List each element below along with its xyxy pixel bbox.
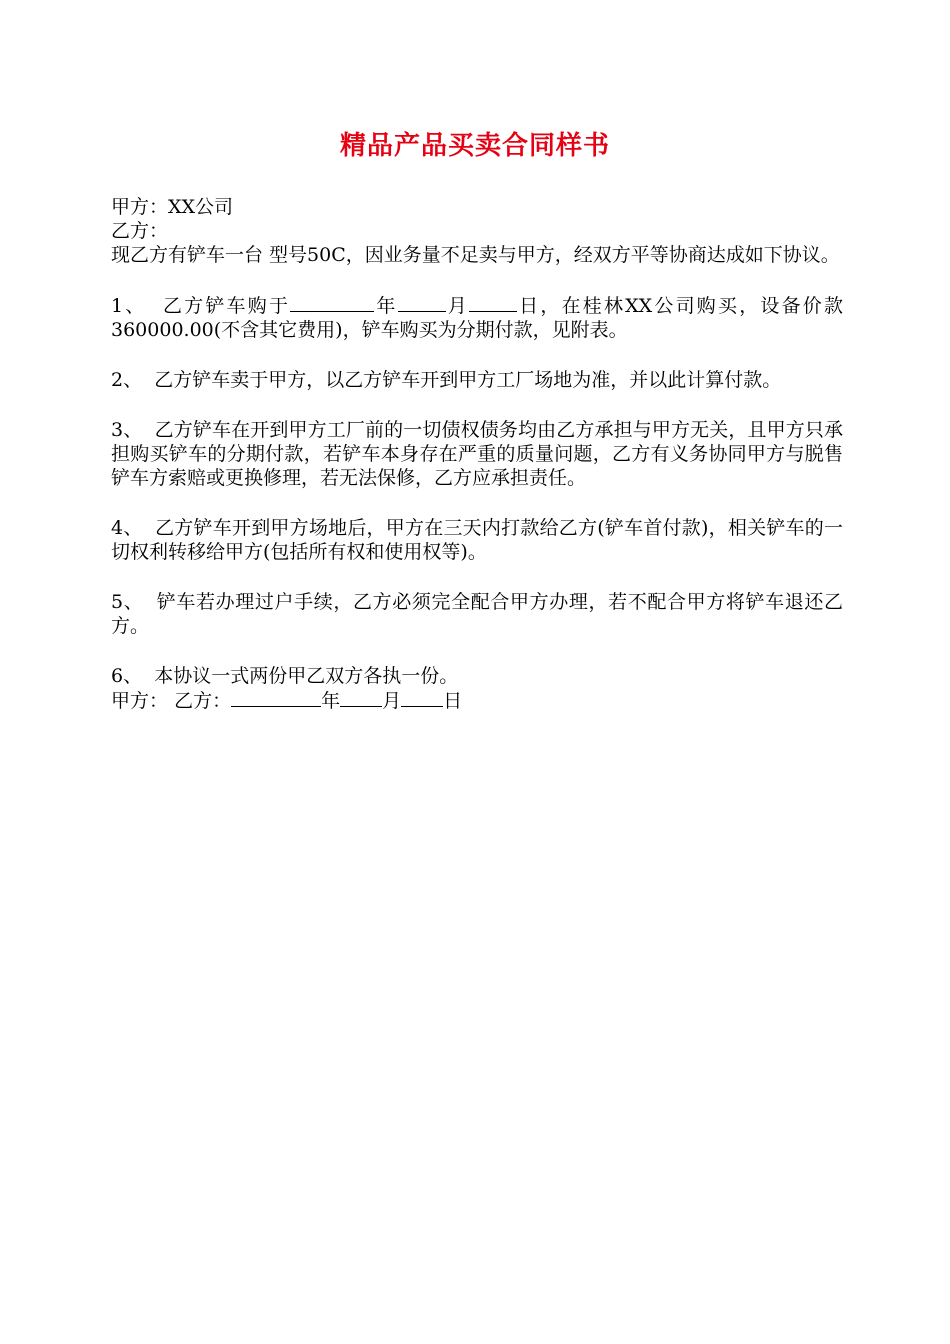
intro-paragraph: 现乙方有铲车一台 型号50C，因业务量不足卖与甲方，经双方平等协商达成如下协议。 (111, 244, 840, 266)
clause-number: 5、 (111, 591, 144, 613)
clause-4 (111, 516, 843, 564)
purchase-year-blank (290, 293, 374, 312)
day-label: 日 (516, 295, 541, 317)
clause-1 (111, 293, 843, 342)
clause-6 (111, 664, 843, 688)
signature-year-blank (231, 688, 321, 707)
signature-month-label: 月 (382, 690, 402, 712)
signature-party-b: 乙方： (174, 690, 232, 712)
clause-text: 乙方铲车开到甲方场地后，甲方在三天内打款给乙方(铲车首付款)，相关铲车的一切权利转移给甲方(包括所有权和使用权等)。 (111, 517, 843, 563)
clause-number: 4、 (111, 517, 143, 539)
clause-number: 6、 (111, 665, 143, 687)
clause-number: 1、 (111, 295, 147, 317)
document-title: 精品产品买卖合同样书 (339, 131, 610, 161)
signature-day-blank (401, 688, 443, 707)
purchase-day-blank (469, 293, 517, 312)
clause-text: 乙方铲车卖于甲方，以乙方铲车开到甲方工厂场地为准，并以此计算付款。 (154, 369, 782, 391)
month-label: 月 (445, 295, 469, 317)
purchase-month-blank (398, 293, 446, 312)
party-a-line: 甲方：XX公司 (111, 196, 234, 218)
signature-party-a: 甲方： (111, 690, 169, 712)
clause-number: 3、 (111, 419, 143, 441)
clause-text: 本协议一式两份甲乙双方各执一份。 (154, 665, 459, 687)
clause-5 (111, 590, 843, 638)
clause-text: 铲车若办理过户手续，乙方必须完全配合甲方办理，若不配合甲方将铲车退还乙方。 (111, 591, 843, 637)
clause-number: 2、 (111, 369, 143, 391)
signature-month-blank (340, 688, 382, 707)
signature-line (111, 688, 843, 713)
party-b-line: 乙方： (111, 220, 169, 242)
signature-year-label: 年 (321, 690, 341, 712)
clause-text: 乙方铲车在开到甲方工厂前的一切债权债务均由乙方承担与甲方无关，且甲方只承担购买铲车的分期付款，若铲车本身存在严重的质量问题，乙方有义务协同甲方与脱售铲车方索赔或更换修理，若无法保修，乙方应承担责任。 (111, 419, 843, 489)
document-body (111, 195, 843, 713)
clause-text: 乙方铲车购于 (162, 295, 291, 317)
signature-day-label: 日 (443, 690, 463, 712)
year-label: 年 (374, 295, 398, 317)
clause-text: ，在桂林XX公司购买，设备价款360000.00(不含其它费用)，铲车购买为分期付款，见附表。 (111, 295, 843, 341)
clause-3 (111, 418, 843, 490)
clause-2 (111, 368, 843, 392)
